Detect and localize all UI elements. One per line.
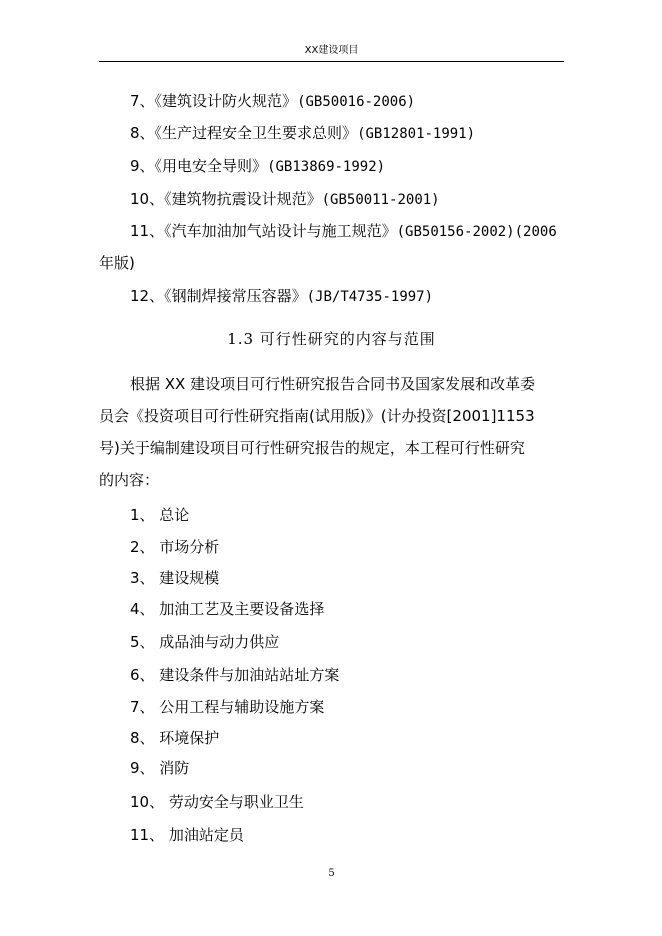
contents-item: 6、 建设条件与加油站站址方案 — [130, 666, 340, 684]
contents-item: 10、 劳动安全与职业卫生 — [130, 793, 304, 811]
standard-code: (GB50016-2006) — [297, 94, 416, 110]
standard-item — [130, 221, 557, 242]
contents-item: 2、 市场分析 — [130, 538, 220, 556]
standard-name: 《汽车加油加气站设计与施工规范》 — [164, 222, 397, 240]
standard-number: 12、 — [130, 287, 165, 305]
standard-number: 10、 — [130, 190, 165, 208]
standard-code: (GB50011-2001) — [321, 192, 440, 208]
standard-code: (GB13869-1992) — [267, 159, 386, 175]
standard-item — [130, 189, 440, 210]
contents-item: 11、 加油站定员 — [130, 826, 244, 844]
contents-item: 1、 总论 — [130, 506, 190, 524]
contents-item: 7、 公用工程与辅助设施方案 — [130, 698, 325, 716]
paragraph-line: 员会《投资项目可行性研究指南(试用版)》(计办投资[2001]1153 — [99, 407, 535, 425]
contents-item: 9、 消防 — [130, 759, 190, 777]
paragraph-line: 根据 XX 建设项目可行性研究报告合同书及国家发展和改革委 — [130, 375, 536, 393]
standard-item — [130, 286, 433, 307]
contents-item: 4、 加油工艺及主要设备选择 — [130, 600, 325, 618]
standard-code: (GB12801-1991) — [357, 126, 476, 142]
standard-item — [130, 123, 475, 144]
section-heading: 1.3 可行性研究的内容与范围 — [227, 330, 436, 348]
standard-item — [130, 91, 415, 112]
standard-name: 《生产过程安全卫生要求总则》 — [154, 124, 358, 142]
standard-number: 9、 — [130, 157, 155, 175]
standard-item-continuation: 年版) — [99, 254, 135, 272]
page-header: XX建设项目 — [304, 45, 359, 56]
contents-item: 5、 成品油与动力供应 — [130, 633, 280, 651]
page-number: 5 — [328, 868, 335, 879]
paragraph-line: 号)关于编制建设项目可行性研究报告的规定，本工程可行性研究 — [99, 439, 525, 457]
standard-name: 《用电安全导则》 — [154, 157, 268, 175]
standard-name: 《钢制焊接常压容器》 — [164, 287, 307, 305]
standard-name: 《建筑设计防火规范》 — [154, 92, 298, 110]
standard-name: 《建筑物抗震设计规范》 — [164, 190, 322, 208]
contents-item: 8、 环境保护 — [130, 729, 220, 747]
standard-code: (JB/T4735-1997) — [306, 289, 434, 305]
standard-number: 8、 — [130, 124, 155, 142]
header-divider — [99, 61, 564, 62]
standard-code: (GB50156-2002)(2006 — [396, 224, 557, 240]
standard-number: 7、 — [130, 92, 155, 110]
standard-item — [130, 156, 385, 177]
standard-number: 11、 — [130, 222, 165, 240]
paragraph-line: 的内容： — [99, 471, 160, 489]
contents-item: 3、 建设规模 — [130, 569, 220, 587]
